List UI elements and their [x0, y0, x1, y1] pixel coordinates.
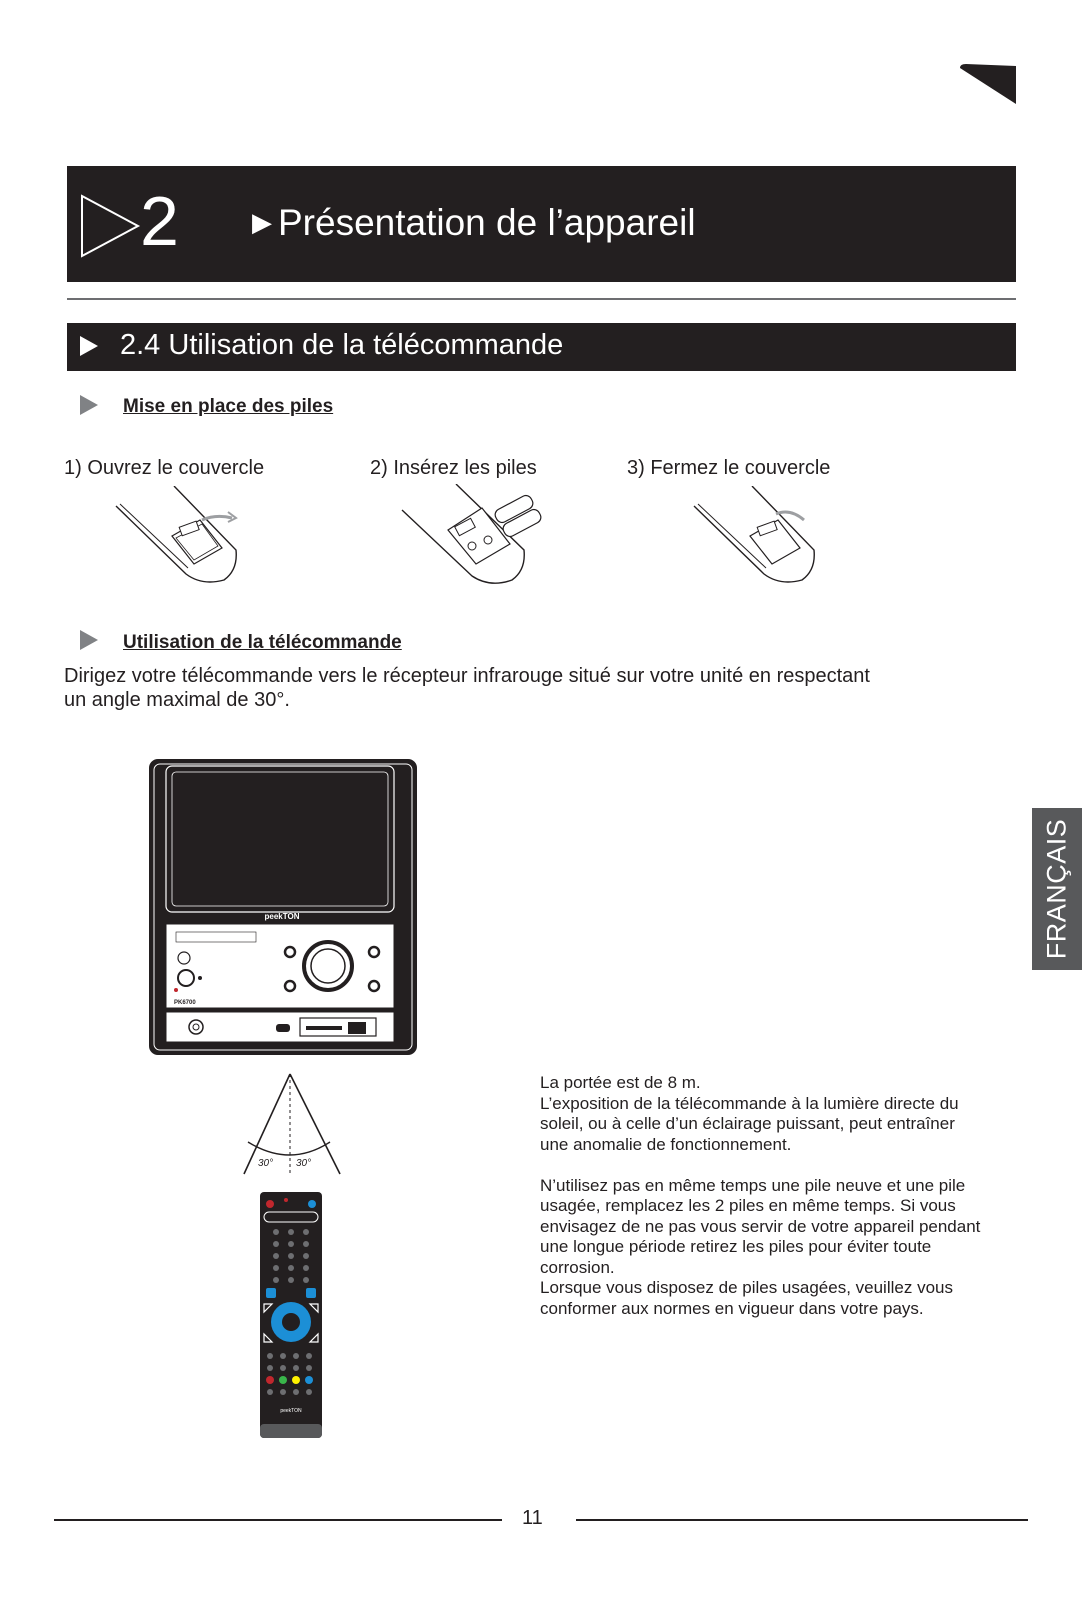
language-side-tab — [1032, 808, 1082, 970]
battery-setup-heading: Mise en place des piles — [123, 396, 334, 417]
corner-tab-marker — [960, 64, 1016, 104]
device-illustration — [148, 758, 420, 1058]
note-line: une longue période retirez les piles pour éviter toute — [540, 1237, 932, 1256]
note-line: conformer aux normes en vigueur dans votre pays. — [540, 1298, 924, 1318]
note-spacer — [540, 1155, 1020, 1176]
chapter-title — [252, 202, 696, 244]
remote-usage-heading: Utilisation de la télécommande — [123, 632, 402, 653]
language-tab-label: FRANÇAIS — [1041, 818, 1072, 960]
chapter-arrow-icon — [80, 194, 142, 258]
angle-label-right: 30° — [296, 1158, 312, 1169]
note-line: envisagez de ne pas vous servir de votre appareil pendant — [540, 1216, 981, 1236]
device-brand-label: peekTON — [264, 912, 300, 921]
step-open-cover: 1) Ouvrez le couvercle — [64, 457, 265, 479]
play-arrow-icon: ▶ — [252, 207, 272, 237]
footer-line-right — [576, 1519, 1028, 1521]
header-rule — [67, 298, 1016, 300]
remote-brand-label: peekTON — [280, 1408, 302, 1414]
remote-close-cover-illustration — [690, 486, 830, 590]
remote-insert-batteries-illustration — [398, 484, 558, 590]
footer-line-left — [54, 1519, 502, 1521]
note-line: Lorsque vous disposez de piles usagées, veuillez vous — [540, 1278, 953, 1297]
remote-usage-intro-line-2: un angle maximal de 30°. — [64, 689, 290, 711]
angle-diagram — [238, 1070, 348, 1182]
section-arrow-icon — [80, 336, 98, 356]
note-line: L’exposition de la télécommande à la lumière directe du — [540, 1093, 959, 1113]
subheading-arrow-icon — [80, 395, 98, 415]
step-insert-batteries: 2) Insérez les piles — [370, 457, 537, 479]
note-line: une anomalie de fonctionnement. — [540, 1134, 792, 1154]
angle-label-left: 30° — [258, 1158, 274, 1169]
page-number: 11 — [522, 1507, 543, 1529]
device-model-label: PK6700 — [174, 1000, 196, 1006]
chapter-title-text: Présentation de l’appareil — [278, 202, 696, 243]
note-line: usagée, remplacez les 2 piles en même temps. Si vous — [540, 1196, 956, 1215]
chapter-number: 2 — [140, 182, 179, 260]
note-line: soleil, ou à celle d’un éclairage puissant, peut entraîner — [540, 1114, 955, 1133]
notes-block — [540, 1073, 1020, 1319]
note-line: N’utilisez pas en même temps une pile neuve et une pile — [540, 1175, 966, 1195]
note-line: La portée est de 8 m. — [540, 1073, 701, 1092]
subheading-arrow-icon — [80, 630, 98, 650]
remote-control-illustration — [258, 1190, 324, 1442]
note-line: corrosion. — [540, 1257, 615, 1277]
section-title: 2.4 Utilisation de la télécommande — [120, 329, 564, 361]
remote-open-cover-illustration — [112, 486, 252, 590]
remote-usage-intro-line-1: Dirigez votre télécommande vers le récepteur infrarouge situé sur votre unité en respectant — [64, 665, 870, 687]
step-close-cover: 3) Fermez le couvercle — [627, 457, 831, 479]
